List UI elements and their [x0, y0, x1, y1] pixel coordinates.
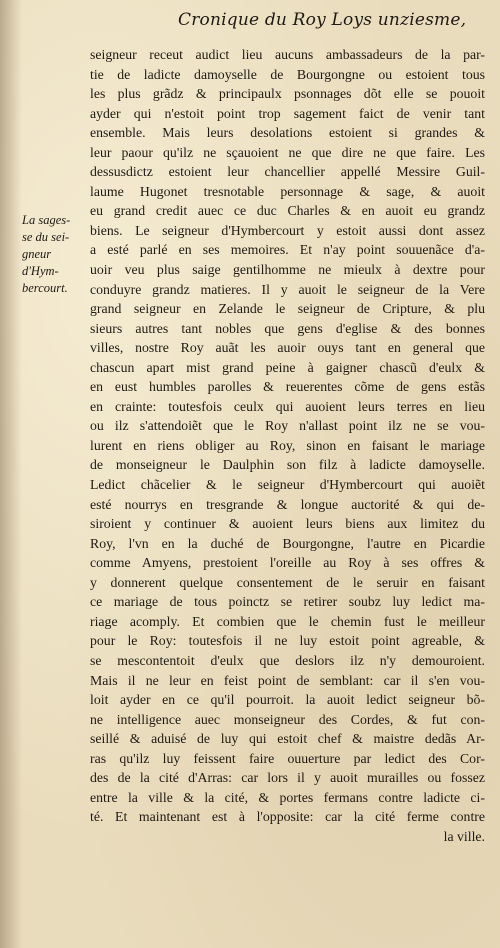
text-line: laume Hugonet tresnotable personnage & sage, & auoit: [90, 183, 485, 199]
text-line: uoir veu plus saige gentilhomme ne mieulx à dextre pour: [90, 262, 485, 278]
text-line: ensemble. Mais leurs desolations estoient si grandes &: [90, 125, 485, 141]
text-line: chascun apart mist grand peine à gaigner chascũ d'eulx &: [90, 359, 485, 375]
text-line: a esté parlé en ses memoires. Et n'ay point souuenãce d'a-: [90, 242, 485, 258]
margin-note-line: bercourt.: [22, 281, 68, 295]
text-line: Ledict chãcelier & le seigneur d'Hymbercourt qui auoiẽt: [90, 477, 485, 493]
text-line: se mescontentoit d'eulx que deslors ilz n'y demouroient.: [90, 652, 485, 668]
margin-note: [22, 212, 98, 297]
text-line: riage acomply. Et combien que le chemin fust le meilleur: [90, 613, 485, 629]
text-line: té. Et maintenant est à l'opposite: car la cité ferme contre: [90, 809, 485, 825]
text-line: leur paour qu'ilz ne sçauoient ne que dire ne que faire. Les: [90, 144, 485, 160]
text-line: tie de ladicte damoyselle de Bourgongne ou estoient tous: [90, 66, 485, 82]
text-line: y donnerent quelque consentement de le seruir en faisant: [90, 574, 485, 590]
text-line: esté nourrys en tresgrande & longue auctorité & qui de-: [90, 496, 485, 512]
text-line: seigneur receut audict lieu aucuns ambassadeurs de la par-: [90, 47, 485, 62]
running-head: Cronique du Roy Loys unziesme,: [178, 10, 467, 30]
text-line: ou ilz s'attendoiẽt que le Roy n'allast point ilz ne se vou-: [90, 418, 485, 434]
margin-note-line: gneur: [22, 247, 52, 261]
text-line: grand seigneur en Zelande le seigneur de Cripture, & plu: [90, 301, 485, 317]
text-line: ce mariage de tous poinctz se retirer soubz luy ledict ma-: [90, 594, 485, 610]
text-line: seillé & aduisé de luy qui estoit chef & maistre dedãs Ar-: [90, 731, 485, 747]
text-line: pour le Roy: toutesfois il ne luy estoit point agreable, &: [90, 633, 485, 649]
text-line: les plus grãdz & principaulx psonnages dõt elle se pouoit: [90, 86, 485, 102]
text-line: de monseigneur le Daulphin son filz à ladicte damoyselle.: [90, 457, 485, 473]
text-line: ayder qui n'estoit point trop sagement faict de venir tant: [90, 105, 485, 121]
text-line: Mais il ne leur en feist point de semblant: car il s'en vou-: [90, 672, 485, 688]
text-line: dessusdictz estoient leur chancellier appellé Messire Guil-: [90, 164, 485, 180]
text-line: ras qu'ilz luy feissent faire ouuerture par ledict des Cor-: [90, 750, 485, 766]
margin-note-line: La sages-: [22, 213, 71, 227]
text-line: conduyre grandz matieres. Il y auoit le seigneur de la Vere: [90, 281, 485, 297]
text-line: lurent en riens obliger au Roy, sinon en faisant le mariage: [90, 437, 485, 453]
text-line: ne intelligence auec monseigneur des Cordes, & fut con-: [90, 711, 485, 727]
text-line: des de la cité d'Arras: car lors il y auoit murailles ou fossez: [90, 770, 485, 786]
margin-note-line: se du sei-: [22, 230, 70, 244]
text-line: biens. Le seigneur d'Hymbercourt y estoit aussi dont assez: [90, 222, 485, 238]
text-line: eu grand credit auec ce duc Charles & en auoit eu grandz: [90, 203, 485, 219]
text-line: la ville.: [443, 828, 485, 844]
text-line: villes, nostre Roy auãt les auoir ouys tant en general que: [90, 340, 485, 356]
text-line: entre la ville & la cité, & portes fermans contre ladicte ci-: [90, 789, 485, 805]
text-line: siroient y continuer & auoient leurs biens aux limitez du: [90, 516, 485, 532]
text-line: en eust humbles parolles & reuerentes cõme de gens estãs: [90, 379, 485, 395]
text-line: comme Amyens, prestoient l'oreille au Roy à ses offres &: [90, 555, 485, 571]
spine-shadow: [0, 0, 22, 948]
text-line: sieurs autres tant nobles que gens d'eglise & des bonnes: [90, 320, 485, 336]
text-line: Roy, l'vn en la duché de Bourgongne, l'autre en Picardie: [90, 535, 485, 551]
text-line: en crainte: toutesfois ceulx qui auoient leurs terres en lieu: [90, 398, 485, 414]
body-text: [90, 45, 485, 846]
text-line: loit ayder en ce qu'il pourroit. la auoit ledict seigneur bõ-: [90, 692, 485, 708]
margin-note-line: d'Hym-: [22, 264, 59, 278]
